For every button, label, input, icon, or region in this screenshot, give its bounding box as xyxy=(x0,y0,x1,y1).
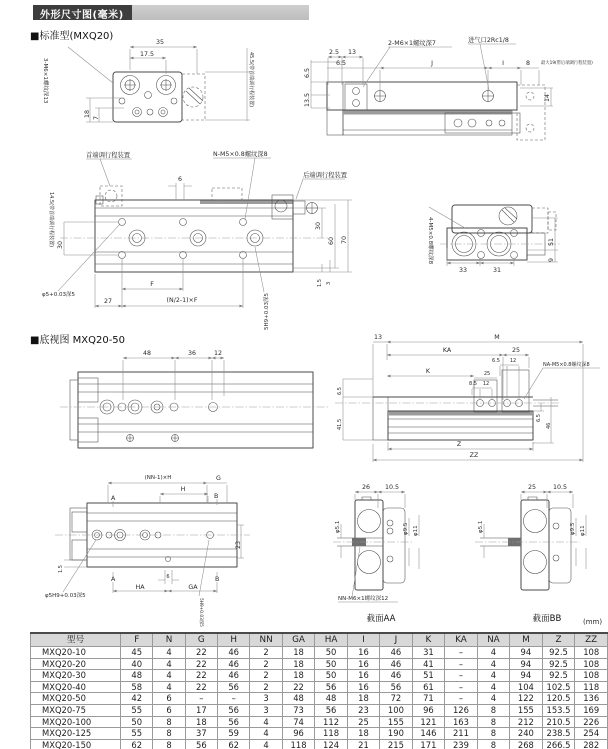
dim-cell: 4 xyxy=(153,670,185,682)
dim-13: 13 xyxy=(347,49,357,56)
drawing-bottom-view-right xyxy=(335,334,600,462)
dim-31: 31 xyxy=(492,267,502,274)
dim-cell: 136 xyxy=(575,693,608,705)
dim-cell: 2 xyxy=(250,681,282,693)
dim-cell: 3 xyxy=(250,693,282,705)
side-view-geometry xyxy=(327,82,545,140)
dim-cell: 56 xyxy=(218,704,250,716)
dim-cell: 4 xyxy=(153,658,185,670)
dia-11: φ11 xyxy=(580,525,586,536)
dim-cell: 120.5 xyxy=(542,693,575,705)
dim-cell: 62 xyxy=(121,739,153,749)
thread-label-na-m5: NA-M5×0.8螺纹深8 xyxy=(543,362,590,368)
dim-6-5-left: 6.5 xyxy=(304,67,311,78)
dim-cell: 56 xyxy=(315,681,348,693)
column-header: N xyxy=(153,633,185,647)
dim-cell: 50 xyxy=(315,658,348,670)
thread-label-nn-m6: NN-M6×1螺纹深12 xyxy=(338,596,389,602)
thread-label-2m6: 2-M6×1螺纹深7 xyxy=(388,40,436,47)
dim-cell: 46 xyxy=(218,658,250,670)
dim-12a: 12 xyxy=(509,358,517,364)
dim-cell: 56 xyxy=(218,716,250,728)
page-title: 外形尺寸图(毫米) xyxy=(33,5,132,20)
dim-cell: 118 xyxy=(315,728,348,740)
dim-cell: 118 xyxy=(282,739,315,749)
dim-33: 33 xyxy=(458,267,468,274)
column-header: NN xyxy=(250,633,282,647)
side-view-dimensions xyxy=(304,35,593,108)
dim-cell: 8 xyxy=(477,739,509,749)
dim-cell: 215 xyxy=(380,739,413,749)
drawing-section-aa xyxy=(333,484,419,624)
dim-6-5: 6.5 xyxy=(335,60,347,67)
hole-spec-label: φ5+0.03深5 xyxy=(42,292,75,298)
dim-cell: – xyxy=(445,647,478,659)
dim-cell: 46 xyxy=(218,647,250,659)
dim-cell: 18 xyxy=(347,693,379,705)
table-row xyxy=(31,704,608,716)
bottom-right-geometry xyxy=(335,370,560,440)
dim-table-head xyxy=(31,633,608,647)
column-header: GA xyxy=(282,633,315,647)
bottom-left-geometry xyxy=(60,372,330,448)
dim-cell: 74 xyxy=(282,716,315,728)
bottom-left-dimensions xyxy=(123,350,224,400)
dim-cell: 254 xyxy=(575,728,608,740)
dim-8: 8 xyxy=(525,60,531,67)
section-aa-geometry xyxy=(333,497,412,590)
model-cell: MXQ20-125 xyxy=(31,728,121,740)
dim-7: 7 xyxy=(93,115,100,120)
column-header: J xyxy=(380,633,413,647)
dim-G: G xyxy=(216,475,221,482)
dim-6-5a: 6.5 xyxy=(492,358,500,364)
dim-cell: 4 xyxy=(250,739,282,749)
dim-2-5: 2.5 xyxy=(328,49,340,56)
dim-17-5: 17.5 xyxy=(139,51,155,58)
dim-cell: 48 xyxy=(282,693,315,705)
dim-table-header-row xyxy=(31,633,608,647)
column-header: I xyxy=(347,633,379,647)
column-header: F xyxy=(121,633,153,647)
model-cell: MXQ20-40 xyxy=(31,681,121,693)
dim-cell: 18 xyxy=(282,658,315,670)
section-mark-b-top: B xyxy=(214,493,219,500)
drawing-bottom-view-left xyxy=(60,350,330,448)
dim-cell: 46 xyxy=(380,658,413,670)
dim-cell: 210.5 xyxy=(542,716,575,728)
dim-10-5: 10.5 xyxy=(384,484,400,491)
dim-cell: 108 xyxy=(575,647,608,659)
column-header: KA xyxy=(445,633,478,647)
dim-cell: 55 xyxy=(121,728,153,740)
dia-5-1: φ5.1 xyxy=(478,520,484,533)
dim-cell: 45 xyxy=(121,647,153,659)
dim-cell: 239 xyxy=(445,739,478,749)
dim-cell: 8 xyxy=(153,739,185,749)
dim-cell: 155 xyxy=(380,716,413,728)
dim-cell: 2 xyxy=(250,647,282,659)
dim-25: 25 xyxy=(527,484,537,491)
dim-cell: 56 xyxy=(218,681,250,693)
thread-label-nm5: N-M5×0.8螺纹深8 xyxy=(213,151,268,158)
dim-6-5-right: 6.5 xyxy=(536,414,542,422)
dim-KA: KA xyxy=(442,347,452,354)
dim-cell: 282 xyxy=(575,739,608,749)
model-cell: MXQ20-75 xyxy=(31,704,121,716)
dim-cell: 6 xyxy=(153,704,185,716)
dim-cell: 92.5 xyxy=(542,658,575,670)
dim-cell: 72 xyxy=(380,693,413,705)
dim-27: 27 xyxy=(103,298,113,305)
dim-cell: 50 xyxy=(121,716,153,728)
dim-cell: 18 xyxy=(185,716,217,728)
drawing-standard-side-view xyxy=(304,35,593,140)
dim-cell: 118 xyxy=(575,681,608,693)
dim-6: 6 xyxy=(166,574,170,580)
table-row xyxy=(31,670,608,682)
dim-cell: 18 xyxy=(282,647,315,659)
formula-nn-1xh: (NN-1)×H xyxy=(144,475,172,481)
dim-cell: 48 xyxy=(121,670,153,682)
dim-cell: 46 xyxy=(380,647,413,659)
drawing-lower-detail-view xyxy=(45,475,250,627)
dim-cell: 4 xyxy=(477,658,509,670)
dimension-table xyxy=(30,632,608,749)
dim-cell: 51 xyxy=(412,670,445,682)
model-cell: MXQ20-50 xyxy=(31,693,121,705)
dim-F: F xyxy=(150,281,154,288)
dim-cell: 50 xyxy=(315,647,348,659)
dim-cell: 4 xyxy=(250,728,282,740)
dim-48: 48 xyxy=(142,350,152,357)
front-adjuster-label: 首端调行程装置 xyxy=(86,152,131,159)
dim-K: K xyxy=(425,368,431,375)
column-header: NA xyxy=(477,633,509,647)
dim-1-5: 1.5 xyxy=(317,279,323,287)
column-header: K xyxy=(412,633,445,647)
dim-cell: 163 xyxy=(445,716,478,728)
dia-9-5: φ9.5 xyxy=(570,522,576,535)
dim-cell: 266.5 xyxy=(542,739,575,749)
dim-cell: 212 xyxy=(510,716,543,728)
dim-cell: 92.5 xyxy=(542,647,575,659)
height-note-45-5: 45.5(带首端调行程装置) xyxy=(248,52,254,108)
dim-70: 70 xyxy=(341,235,348,244)
dim-cell: 21 xyxy=(347,739,379,749)
dim-cell: 62 xyxy=(218,739,250,749)
dim-cell: 100 xyxy=(380,704,413,716)
dim-cell: 25 xyxy=(347,716,379,728)
dim-cell: 4 xyxy=(153,681,185,693)
unit-note: (mm) xyxy=(583,618,603,626)
dim-cell: 16 xyxy=(347,670,379,682)
dim-cell: 22 xyxy=(282,681,315,693)
dim-cell: 108 xyxy=(575,658,608,670)
dia-11: φ11 xyxy=(413,525,419,536)
dim-cell: 8 xyxy=(477,716,509,728)
dim-cell: 240 xyxy=(510,728,543,740)
dim-cell: 31 xyxy=(412,647,445,659)
dim-6: 6 xyxy=(177,176,183,183)
dim-cell: 171 xyxy=(412,739,445,749)
dim-ZZ: ZZ xyxy=(469,452,479,459)
section-bb-dimensions xyxy=(478,484,586,624)
section-mark-a-top: A xyxy=(111,495,116,502)
dim-cell: 16 xyxy=(347,658,379,670)
dim-46: 46 xyxy=(546,422,552,429)
lower-view-dimensions xyxy=(45,475,244,627)
hole-spec-label: φ5H9+0.03深5 xyxy=(45,593,86,599)
aux-view-geometry xyxy=(440,205,560,260)
dim-8-5: 8.5 xyxy=(469,381,477,387)
dim-cell: 121 xyxy=(412,716,445,728)
dim-cell: 3 xyxy=(250,704,282,716)
section-bb-geometry xyxy=(475,497,580,590)
dim-41-5: 41.5 xyxy=(337,418,343,430)
dim-13: 13 xyxy=(373,334,383,341)
dim-12: 12 xyxy=(213,350,223,357)
dim-cell: 4 xyxy=(477,647,509,659)
column-header: M xyxy=(510,633,543,647)
plan-view-dimensions xyxy=(42,149,352,330)
dim-cell: 23 xyxy=(347,704,379,716)
dim-cell: 8 xyxy=(153,728,185,740)
dim-cell: 37 xyxy=(185,728,217,740)
dim-cell: 102.5 xyxy=(542,681,575,693)
section-bb-caption: 截面BB xyxy=(532,614,562,624)
dim-36: 36 xyxy=(187,350,197,357)
dim-cell: 96 xyxy=(412,704,445,716)
rear-adjuster-label: 后端调行程装置 xyxy=(303,172,348,179)
dim-cell: 50 xyxy=(315,670,348,682)
dim-J: J xyxy=(431,60,433,67)
dim-cell: 59 xyxy=(218,728,250,740)
table-row xyxy=(31,681,608,693)
dim-Z: Z xyxy=(456,441,462,448)
dim-30-right: 30 xyxy=(315,221,322,230)
max-19-note: 最大19(带后端调行程装置) xyxy=(541,61,593,66)
dim-cell: 4 xyxy=(477,681,509,693)
dim-cell: 56 xyxy=(315,704,348,716)
column-header: HA xyxy=(315,633,348,647)
column-header: Z xyxy=(542,633,575,647)
dim-25b: 25 xyxy=(483,371,491,377)
dim-cell: 16 xyxy=(347,681,379,693)
pin-hole-label: 5H9+0.03深5 xyxy=(264,293,270,330)
drawing-standard-end-view xyxy=(42,39,255,122)
dim-cell: 40 xyxy=(121,658,153,670)
dim-cell: 22 xyxy=(185,647,217,659)
bottom-right-dimensions xyxy=(337,334,600,462)
dim-13-5: 13.5 xyxy=(304,92,311,107)
section-mark-b-bottom: B xyxy=(215,576,220,583)
dim-9: 9 xyxy=(548,257,555,262)
dim-cell: 48 xyxy=(315,693,348,705)
dim-cell: 8 xyxy=(477,704,509,716)
left-height-note: 14.5(带首端调行程装置) xyxy=(48,192,54,248)
pin-hole-label: 5H9+0.03深5 xyxy=(198,598,203,627)
dim-1-5: 1.5 xyxy=(58,565,64,573)
dim-cell: 22 xyxy=(185,681,217,693)
dim-cell: 71 xyxy=(412,693,445,705)
dim-cell: – xyxy=(445,681,478,693)
dim-cell: – xyxy=(445,658,478,670)
dim-cell: 16 xyxy=(347,647,379,659)
dim-cell: 153.5 xyxy=(542,704,575,716)
dim-30-left: 30 xyxy=(57,240,64,249)
dim-cell: 17 xyxy=(185,704,217,716)
dim-cell: 104 xyxy=(510,681,543,693)
section-title-bottom-view: ■底视图 MXQ20-50 xyxy=(30,335,126,346)
dim-cell: 46 xyxy=(380,670,413,682)
column-header: H xyxy=(218,633,250,647)
dim-cell: 94 xyxy=(510,647,543,659)
pitch-formula: (N/2-1)×F xyxy=(166,297,198,304)
dim-cell: 226 xyxy=(575,716,608,728)
dim-cell: 55 xyxy=(121,704,153,716)
dim-cell: 4 xyxy=(477,693,509,705)
dim-cell: 169 xyxy=(575,704,608,716)
dim-cell: 18 xyxy=(282,670,315,682)
model-cell: MXQ20-30 xyxy=(31,670,121,682)
dim-cell: – xyxy=(445,693,478,705)
dim-cell: 56 xyxy=(185,739,217,749)
dim-M: M xyxy=(494,334,500,341)
dim-table-body xyxy=(31,647,608,749)
dim-cell: 61 xyxy=(412,681,445,693)
column-header: 型号 xyxy=(31,633,121,647)
dim-I: I xyxy=(502,60,504,67)
dim-10-5: 10.5 xyxy=(552,484,568,491)
dim-cell: 2 xyxy=(250,670,282,682)
dim-cell: 108 xyxy=(575,670,608,682)
dim-GA: GA xyxy=(188,584,198,591)
dim-cell: 238.5 xyxy=(542,728,575,740)
drawing-section-bb xyxy=(475,484,586,624)
table-row xyxy=(31,693,608,705)
dim-cell: 124 xyxy=(315,739,348,749)
dim-cell: 190 xyxy=(380,728,413,740)
dim-cell: 18 xyxy=(347,728,379,740)
dim-cell: 112 xyxy=(315,716,348,728)
dim-cell: 4 xyxy=(250,716,282,728)
dim-cell: 41 xyxy=(412,658,445,670)
plan-view-geometry xyxy=(60,186,330,272)
model-cell: MXQ20-150 xyxy=(31,739,121,749)
dim-23: 23 xyxy=(235,540,242,549)
dim-51: 51 xyxy=(548,237,555,246)
dim-cell: 6 xyxy=(153,693,185,705)
table-row xyxy=(31,716,608,728)
dim-cell: 58 xyxy=(121,681,153,693)
table-row xyxy=(31,739,608,749)
dim-12b: 12 xyxy=(482,381,490,387)
drawing-standard-plan-view xyxy=(42,149,352,330)
dim-cell: 155 xyxy=(510,704,543,716)
drawing-standard-aux-view xyxy=(427,205,560,274)
dim-cell: 22 xyxy=(185,670,217,682)
column-header: ZZ xyxy=(575,633,608,647)
model-cell: MXQ20-100 xyxy=(31,716,121,728)
section-mark-a-bottom: A xyxy=(111,576,116,583)
dim-cell: 211 xyxy=(445,728,478,740)
dim-3: 3 xyxy=(326,281,332,285)
dia-5-1: φ5.1 xyxy=(335,520,341,533)
air-port-label: 进气口2Rc1/8 xyxy=(468,37,509,44)
dim-cell: 94 xyxy=(510,670,543,682)
dim-cell: 4 xyxy=(153,647,185,659)
dim-cell: 146 xyxy=(412,728,445,740)
dim-cell: 2 xyxy=(250,658,282,670)
dim-cell: – xyxy=(185,693,217,705)
dim-cell: 94 xyxy=(510,658,543,670)
dim-14: 14 xyxy=(544,93,551,102)
section-title-standard: ■标准型(MXQ20) xyxy=(30,31,114,42)
dim-cell: 22 xyxy=(185,658,217,670)
dim-60: 60 xyxy=(328,236,335,245)
dim-cell: 92.5 xyxy=(542,670,575,682)
dim-25a: 25 xyxy=(511,347,521,354)
dim-18: 18 xyxy=(84,109,91,118)
dim-cell: 8 xyxy=(477,728,509,740)
dim-cell: – xyxy=(445,670,478,682)
dim-H: H xyxy=(180,486,186,493)
end-view-geometry xyxy=(113,72,205,122)
lower-view-geometry xyxy=(55,503,250,567)
dim-cell: 268 xyxy=(510,739,543,749)
table-row xyxy=(31,728,608,740)
dia-9-5: φ9.5 xyxy=(403,522,409,535)
dim-cell: 56 xyxy=(380,681,413,693)
thread-label-4m5: 4-M5×0.8螺纹深8 xyxy=(427,217,433,265)
dim-cell: 96 xyxy=(282,728,315,740)
dim-HA: HA xyxy=(135,584,145,591)
dim-cell: 122 xyxy=(510,693,543,705)
dim-35: 35 xyxy=(155,39,165,46)
model-cell: MXQ20-20 xyxy=(31,658,121,670)
table-row xyxy=(31,647,608,659)
model-cell: MXQ20-10 xyxy=(31,647,121,659)
section-aa-caption: 截面AA xyxy=(366,614,396,624)
dim-6-5-left: 6.5 xyxy=(337,387,343,395)
dim-cell: 126 xyxy=(445,704,478,716)
dim-cell: 8 xyxy=(153,716,185,728)
column-header: G xyxy=(185,633,217,647)
thread-label-3m6: 3-M6×1螺纹深13 xyxy=(42,58,48,104)
dim-cell: 42 xyxy=(121,693,153,705)
table-row xyxy=(31,658,608,670)
dim-cell: 73 xyxy=(282,704,315,716)
dim-cell: – xyxy=(218,693,250,705)
dim-cell: 4 xyxy=(477,670,509,682)
dim-26: 26 xyxy=(361,484,371,491)
dim-cell: 46 xyxy=(218,670,250,682)
